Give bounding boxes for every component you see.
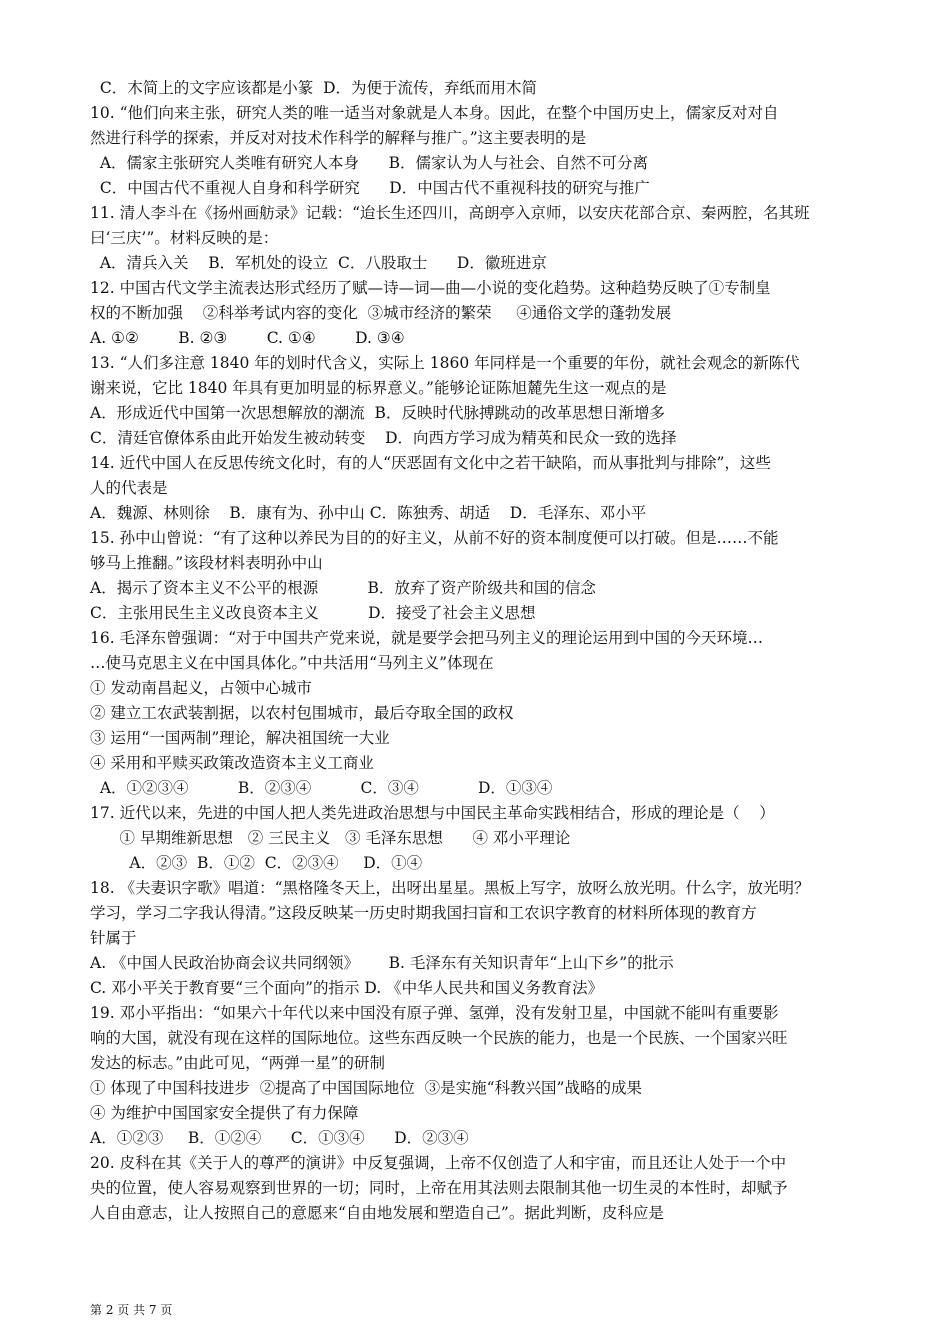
text-line: 权的不断加强 ②科举考试内容的变化 ③城市经济的繁荣 ④通俗文学的蓬勃发展: [90, 304, 672, 322]
text-line: A．②③ B．①② C．②③④ D．①④: [90, 854, 423, 872]
text-line: A．形成近代中国第一次思想解放的潮流 B．反映时代脉搏跳动的改革思想日渐增多: [90, 404, 665, 422]
text-line: 19. 邓小平指出：“如果六十年代以来中国没有原子弹、氢弹，没有发射卫星，中国就不能叫有重要影: [90, 1004, 779, 1022]
text-line: ② 建立工农武装割据，以农村包围城市，最后夺取全国的政权: [90, 704, 514, 722]
text-line: C．清廷官僚体系由此开始发生被动转变 D．向西方学习成为精英和民众一致的选择: [90, 429, 677, 447]
text-line: 15. 孙中山曾说：“有了这种以养民为目的的好主义，从前不好的资本制度便可以打破。但是……不能: [90, 529, 779, 547]
text-line: 14. 近代中国人在反思传统文化时，有的人“厌恶固有文化中之若干缺陷，而从事批判与排除”，这些: [90, 454, 771, 472]
text-line: A. 《中国人民政治协商会议共同纲领》 B. 毛泽东有关知识青年“上山下乡”的批示: [90, 954, 674, 972]
text-line: A．魏源、林则徐 B．康有为、孙中山 C．陈独秀、胡适 D．毛泽东、邓小平: [90, 504, 647, 522]
text-line: ④ 采用和平赎买政策改造资本主义工商业: [90, 754, 374, 772]
text-line: A．①②③④ B．②③④ C．③④ D．①③④: [90, 779, 553, 797]
text-line: 曰‘三庆’”。材料反映的是：: [90, 229, 279, 247]
text-line: 然进行科学的探索，并反对对技术作科学的解释与推广。”这主要表明的是: [90, 129, 587, 147]
text-line: 学习，学习二字我认得清。”这段反映某一历史时期我国扫盲和工农识字教育的材料所体现的教育方: [90, 904, 757, 922]
text-line: 13. “人们多注意 1840 年的划时代含义，实际上 1860 年同样是一个重要的年份，就社会观念的新陈代: [90, 354, 800, 372]
text-line: ① 发动南昌起义，占领中心城市: [90, 679, 312, 697]
text-line: 10. “他们向来主张，研究人类的唯一适当对象就是人本身。因此，在整个中国历史上，儒家反对对自: [90, 104, 779, 122]
text-line: 人自由意志，让人按照自己的意愿来“自由地发展和塑造自己”。据此判断，皮科应是: [90, 1204, 664, 1222]
text-line: 够马上推翻。”该段材料表明孙中山: [90, 554, 323, 572]
text-line: …使马克思主义在中国具体化。”中共活用“马列主义”体现在: [90, 654, 494, 672]
text-line: 12. 中国古代文学主流表达形式经历了赋—诗—词—曲—小说的变化趋势。这种趋势反映了①专制皇: [90, 279, 771, 297]
text-line: 发达的标志。”由此可见，“两弹一星”的研制: [90, 1054, 386, 1072]
text-line: ③ 运用“一国两制”理论，解决祖国统一大业: [90, 729, 390, 747]
text-line: A．①②③ B．①②④ C．①③④ D．②③④: [90, 1129, 469, 1147]
text-line: C．木简上的文字应该都是小篆 D．为便于流传，弃纸而用木简: [90, 79, 537, 97]
text-line: 谢来说，它比 1840 年具有更加明显的标界意义。”能够论证陈旭麓先生这一观点的是: [90, 379, 667, 397]
text-line: C．主张用民生主义改良资本主义 D．接受了社会主义思想: [90, 604, 536, 622]
text-line: 18. 《夫妻识字歌》唱道：“黑格隆冬天上，出呀出星星。黑板上写字，放呀么放光明。什么字，放光明？: [90, 879, 810, 897]
text-line: 17. 近代以来，先进的中国人把人类先进政治思想与中国民主革命实践相结合，形成的理论是（ ）: [90, 804, 775, 822]
text-line: ① 体现了中国科技进步 ②提高了中国国际地位 ③是实施“科教兴国”战略的成果: [90, 1079, 642, 1097]
text-line: ④ 为维护中国国家安全提供了有力保障: [90, 1104, 359, 1122]
text-line: C．中国古代不重视人自身和科学研究 D．中国古代不重视科技的研究与推广: [90, 179, 650, 197]
text-line: 16. 毛泽东曾强调：“对于中国共产党来说，就是要学会把马列主义的理论运用到中国的今天环境…: [90, 629, 764, 647]
text-line: 20. 皮科在其《关于人的尊严的演讲》中反复强调，上帝不仅创造了人和宇宙，而且还让人处于一个中: [90, 1154, 787, 1172]
text-line: A．儒家主张研究人类唯有研究人本身 B．儒家认为人与社会、自然不可分离: [90, 154, 649, 172]
text-line: ① 早期维新思想 ② 三民主义 ③ 毛泽东思想 ④ 邓小平理论: [90, 829, 571, 847]
text-line: 响的大国，就没有现在这样的国际地位。这些东西反映一个民族的能力，也是一个民族、一个国家兴旺: [90, 1029, 788, 1047]
page-footer: 第 2 页 共 7 页: [90, 1303, 173, 1317]
text-line: A．清兵入关 B．军机处的设立 C．八股取士 D．徽班进京: [90, 254, 547, 272]
text-line: 11. 清人李斗在《扬州画舫录》记载：“迨长生还四川，高朗亭入京师，以安庆花部合京、秦两腔，名其班: [90, 204, 810, 222]
text-line: A. ①② B. ②③ C. ①④ D. ③④: [90, 329, 405, 347]
text-line: 央的位置，使人容易观察到世界的一切；同时，上帝在用其法则去限制其他一切生灵的本性时，却赋予: [90, 1179, 788, 1197]
text-line: 人的代表是: [90, 479, 168, 497]
text-line: C. 邓小平关于教育要“三个面向”的指示 D. 《中华人民共和国义务教育法》: [90, 979, 604, 997]
text-line: 针属于: [90, 929, 137, 947]
text-line: A．揭示了资本主义不公平的根源 B．放弃了资产阶级共和国的信念: [90, 579, 596, 597]
